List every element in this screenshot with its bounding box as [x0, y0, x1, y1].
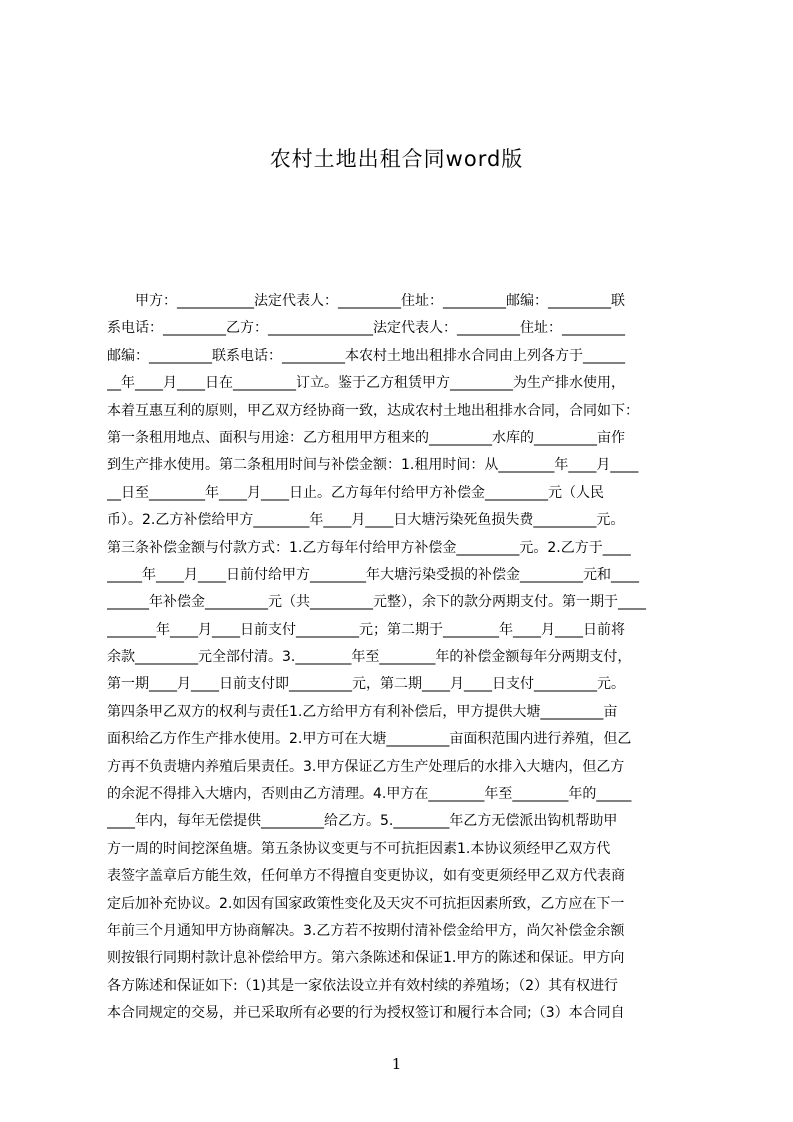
page-number: 1: [391, 1055, 402, 1073]
body-line: 甲方：___________法定代表人：_________住址：_________邮编：_________联: [107, 293, 625, 309]
contract-body: [107, 288, 697, 1028]
body-line: 系电话：_________乙方：_______________法定代表人：_________住址：_________: [107, 320, 625, 337]
body-line: 定后加补充协议。2.如因有国家政策性变化及天灾不可抗拒因素所致，乙方应在下一: [107, 895, 625, 912]
body-line: 第四条甲乙双方的权利与责任1.乙方给甲方有利补偿后，甲方提供大塘_________亩: [107, 703, 618, 720]
body-line: 方一周的时间挖深鱼塘。第五条协议变更与不可抗拒因素1.本协议须经甲乙双方代: [107, 840, 611, 857]
body-line: __日至________年____月____日止。乙方每年付给甲方补偿金_________元（人民: [107, 484, 604, 501]
body-line: 第一条租用地点、面积与用途：乙方租用甲方租来的_________水库的_________亩作: [107, 429, 625, 446]
body-line: 本着互惠互利的原则，甲乙双方经协商一致，达成农村土地出租排水合同，合同如下：: [107, 402, 639, 419]
body-line: 第三条补偿金额与付款方式：1.乙方每年付给甲方补偿金_________元。2.乙方于____: [107, 539, 631, 556]
body-line: 本合同规定的交易，并已采取所有必要的行为授权签订和履行本合同;（3）本合同自: [107, 1005, 625, 1022]
body-line: _____年____月____日前付给甲方________年大塘污染受损的补偿金_________元和____: [107, 566, 639, 583]
document-title: 农村土地出租合同word版: [269, 147, 524, 171]
body-line: ______年补偿金_________元（共_________元整），余下的款分两期支付。第一期于____: [107, 594, 646, 611]
body-line: 第一期____月____日前支付即_________元，第二期____月____日支付_________元。: [107, 676, 625, 693]
body-line: 则按银行同期村款计息补偿给甲方。第六条陈述和保证1.甲方的陈述和保证。甲方向: [107, 950, 625, 967]
body-line: 各方陈述和保证如下:（1)其是一家依法设立并有效村续的养殖场；（2）其有权进行: [107, 977, 618, 994]
body-line: ____年内，每年无偿提供_________给乙方。5.________年乙方无偿派出钩机帮助甲: [107, 813, 618, 830]
body-line: 的余泥不得排入大塘内，否则由乙方清理。4.甲方在________年至________年的_____: [107, 786, 632, 803]
body-line: _______年____月____日前支付_________元；第二期于________年____月____日前将: [107, 621, 625, 638]
body-line: 余款_________元全部付清。3.________年至________年的补偿金额每年分两期支付，: [107, 649, 632, 666]
body-line: 邮编：_________联系电话：_________本农村土地出租排水合同由上列各方于______: [107, 347, 625, 364]
body-line: 币）。2.乙方补偿给甲方________年____月____日大塘污染死鱼损失费_________元。: [107, 512, 625, 529]
body-line: 到生产排水使用。第二条租用时间与补偿金额：1.租用时间：从________年____月____: [107, 457, 639, 474]
body-line: 方再不负责塘内养殖后果责任。3.甲方保证乙方生产处理后的水排入大塘内，但乙方: [107, 758, 625, 775]
body-line: 表签字盖章后方能生效，任何单方不得擅自变更协议，如有变更须经甲乙双方代表商: [107, 868, 625, 885]
body-line: __年____月____日在_________订立。鉴于乙方租赁甲方_________为生产排水使用，: [107, 375, 625, 392]
body-line: 面积给乙方作生产排水使用。2.甲方可在大塘_________亩面积范围内进行养殖，但乙: [107, 731, 632, 748]
body-line: 年前三个月通知甲方协商解决。3.乙方若不按期付清补偿金给甲方，尚欠补偿金余额: [107, 922, 625, 939]
